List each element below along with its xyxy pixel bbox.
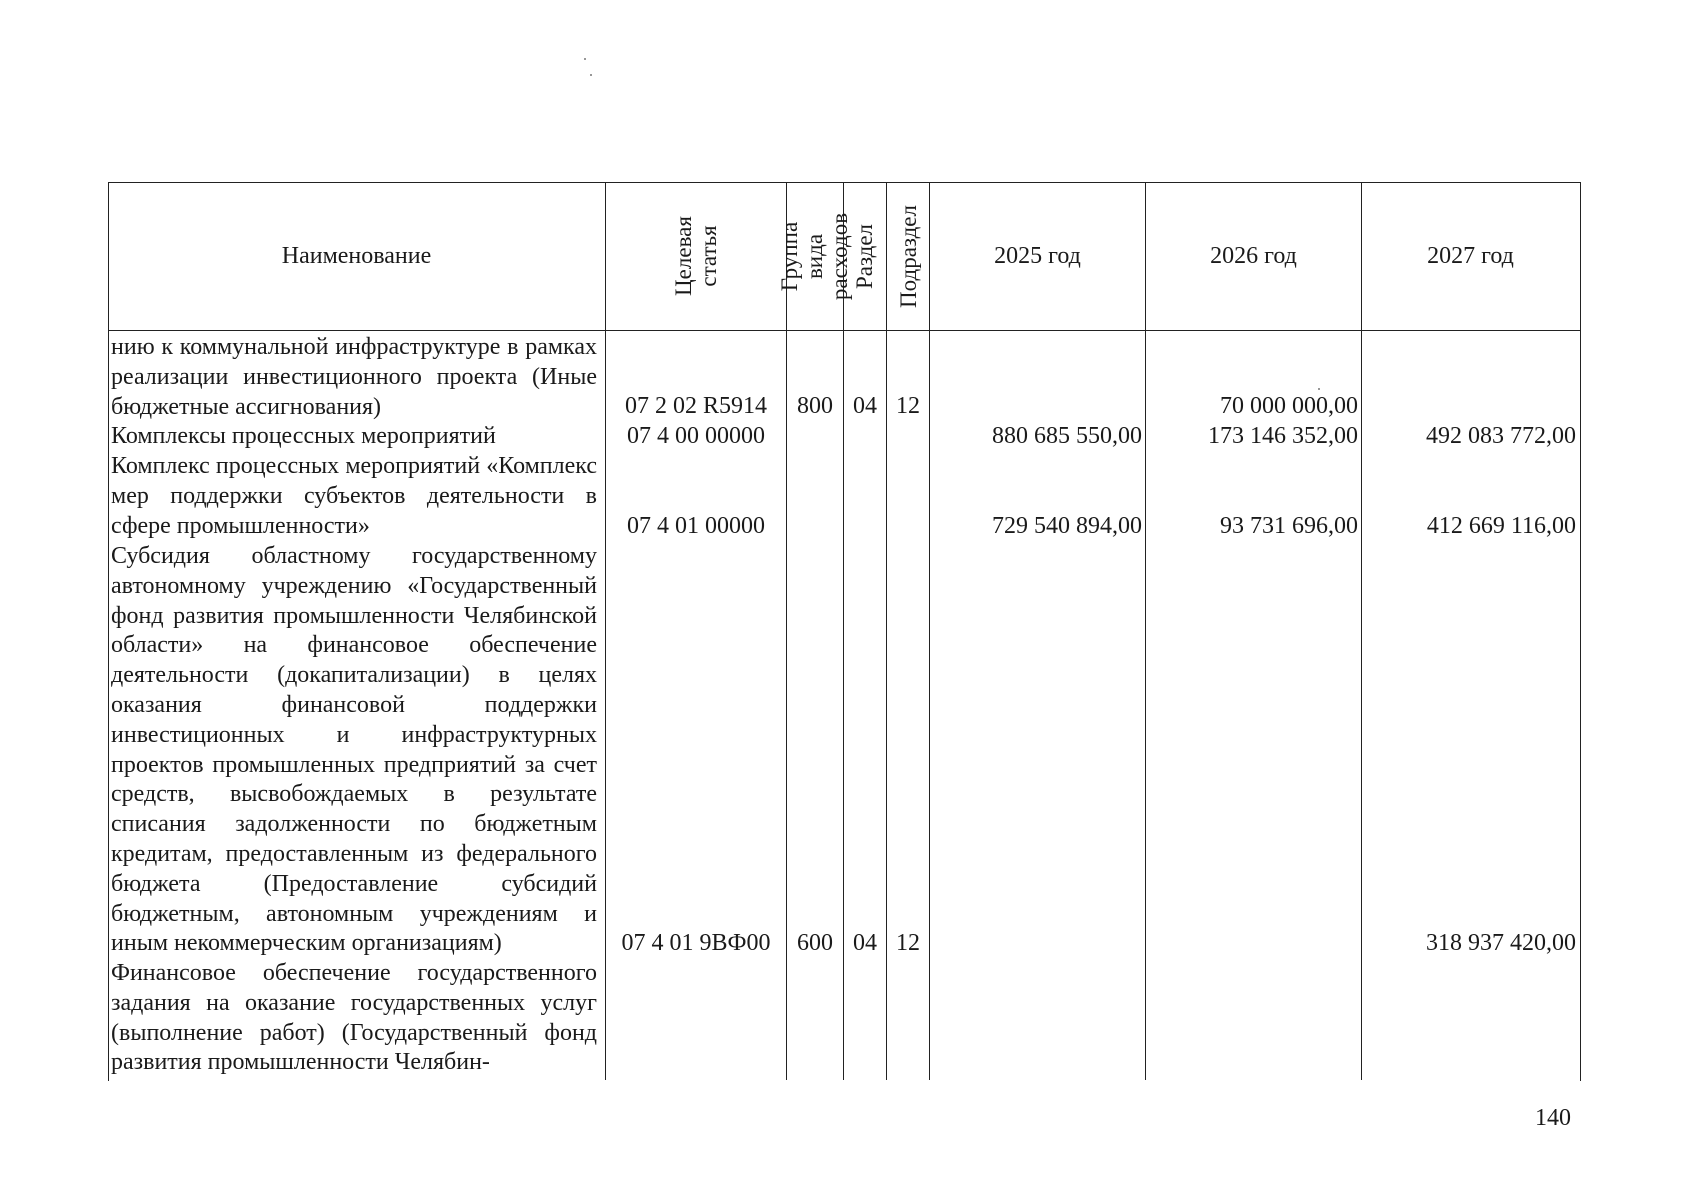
table-row-group: 600 <box>797 930 833 956</box>
header-subsection <box>887 182 929 330</box>
header-year-2027: 2027 год <box>1427 242 1514 269</box>
scan-speck <box>590 74 592 76</box>
table-row-name: Субсидия областному государственному автономному учреждению «Государственный фонд развития промышленности Челябинской области» на финансовое обеспечение деятельности (докапитализации) в целях оказания финансовой поддержки инвестиционных и инфраструктурных проектов промышленных предприятий за счет средств, высвобождаемых в результате списания задолженности по бюджетным кредитам, предоставленным из федерального бюджета (Предоставление субсидий бюджетным, автономным учреждениям и иным некоммерческим организациям) <box>111 543 597 957</box>
scan-speck <box>1318 388 1320 390</box>
table-row-name: Финансовое обеспечение государственного задания на оказание государственных услуг (выполнение работ) (Государственный фонд развития промышленности Челябин- <box>111 960 597 1076</box>
table-row-code: 07 2 02 R5914 <box>624 393 767 419</box>
header-section-label: Раздел <box>852 223 878 289</box>
table-row-section: 04 <box>853 393 877 419</box>
header-target-article-label: Целевая статья <box>671 216 721 296</box>
table-row-name: Комплексы процессных мероприятий <box>111 423 496 449</box>
table-row-2027: 318 937 420,00 <box>1426 930 1576 956</box>
table-row-group: 800 <box>797 393 833 419</box>
header-expense-group-label: Группа вида расходов <box>777 212 853 300</box>
page-number: 140 <box>1535 1105 1571 1131</box>
table-row-code: 07 4 01 00000 <box>627 513 765 539</box>
header-subsection-label: Подраздел <box>895 204 921 308</box>
header-year-2026: 2026 год <box>1210 242 1297 269</box>
table-row-name: нию к коммунальной инфраструктуре в рамках реализации инвестиционного проекта (Иные бюджетные ассигнования) <box>111 334 597 420</box>
header-name: Наименование <box>281 242 432 269</box>
scan-speck <box>584 58 586 60</box>
table-row-code: 07 4 01 9ВФ00 <box>621 930 771 956</box>
table-row-2026: 93 731 696,00 <box>1220 513 1358 539</box>
table-row-2026: 70 000 000,00 <box>1220 393 1358 419</box>
header-year-2025: 2025 год <box>994 242 1081 269</box>
table-row-subsection: 12 <box>896 393 920 419</box>
table-row-2026: 173 146 352,00 <box>1208 423 1358 449</box>
header-section <box>844 182 886 330</box>
table-row-2027: 492 083 772,00 <box>1426 423 1576 449</box>
table-row-section: 04 <box>853 930 877 956</box>
header-target-article <box>606 182 786 330</box>
table-row-name: Комплекс процессных мероприятий «Комплекс мер поддержки субъектов деятельности в сфере промышленности» <box>111 453 597 539</box>
header-expense-group <box>777 182 853 330</box>
table-row-2025: 729 540 894,00 <box>992 513 1142 539</box>
table-row-subsection: 12 <box>896 930 920 956</box>
table-row-2025: 880 685 550,00 <box>992 423 1142 449</box>
table-row-code: 07 4 00 00000 <box>627 423 765 449</box>
table-row-2027: 412 669 116,00 <box>1426 513 1576 539</box>
